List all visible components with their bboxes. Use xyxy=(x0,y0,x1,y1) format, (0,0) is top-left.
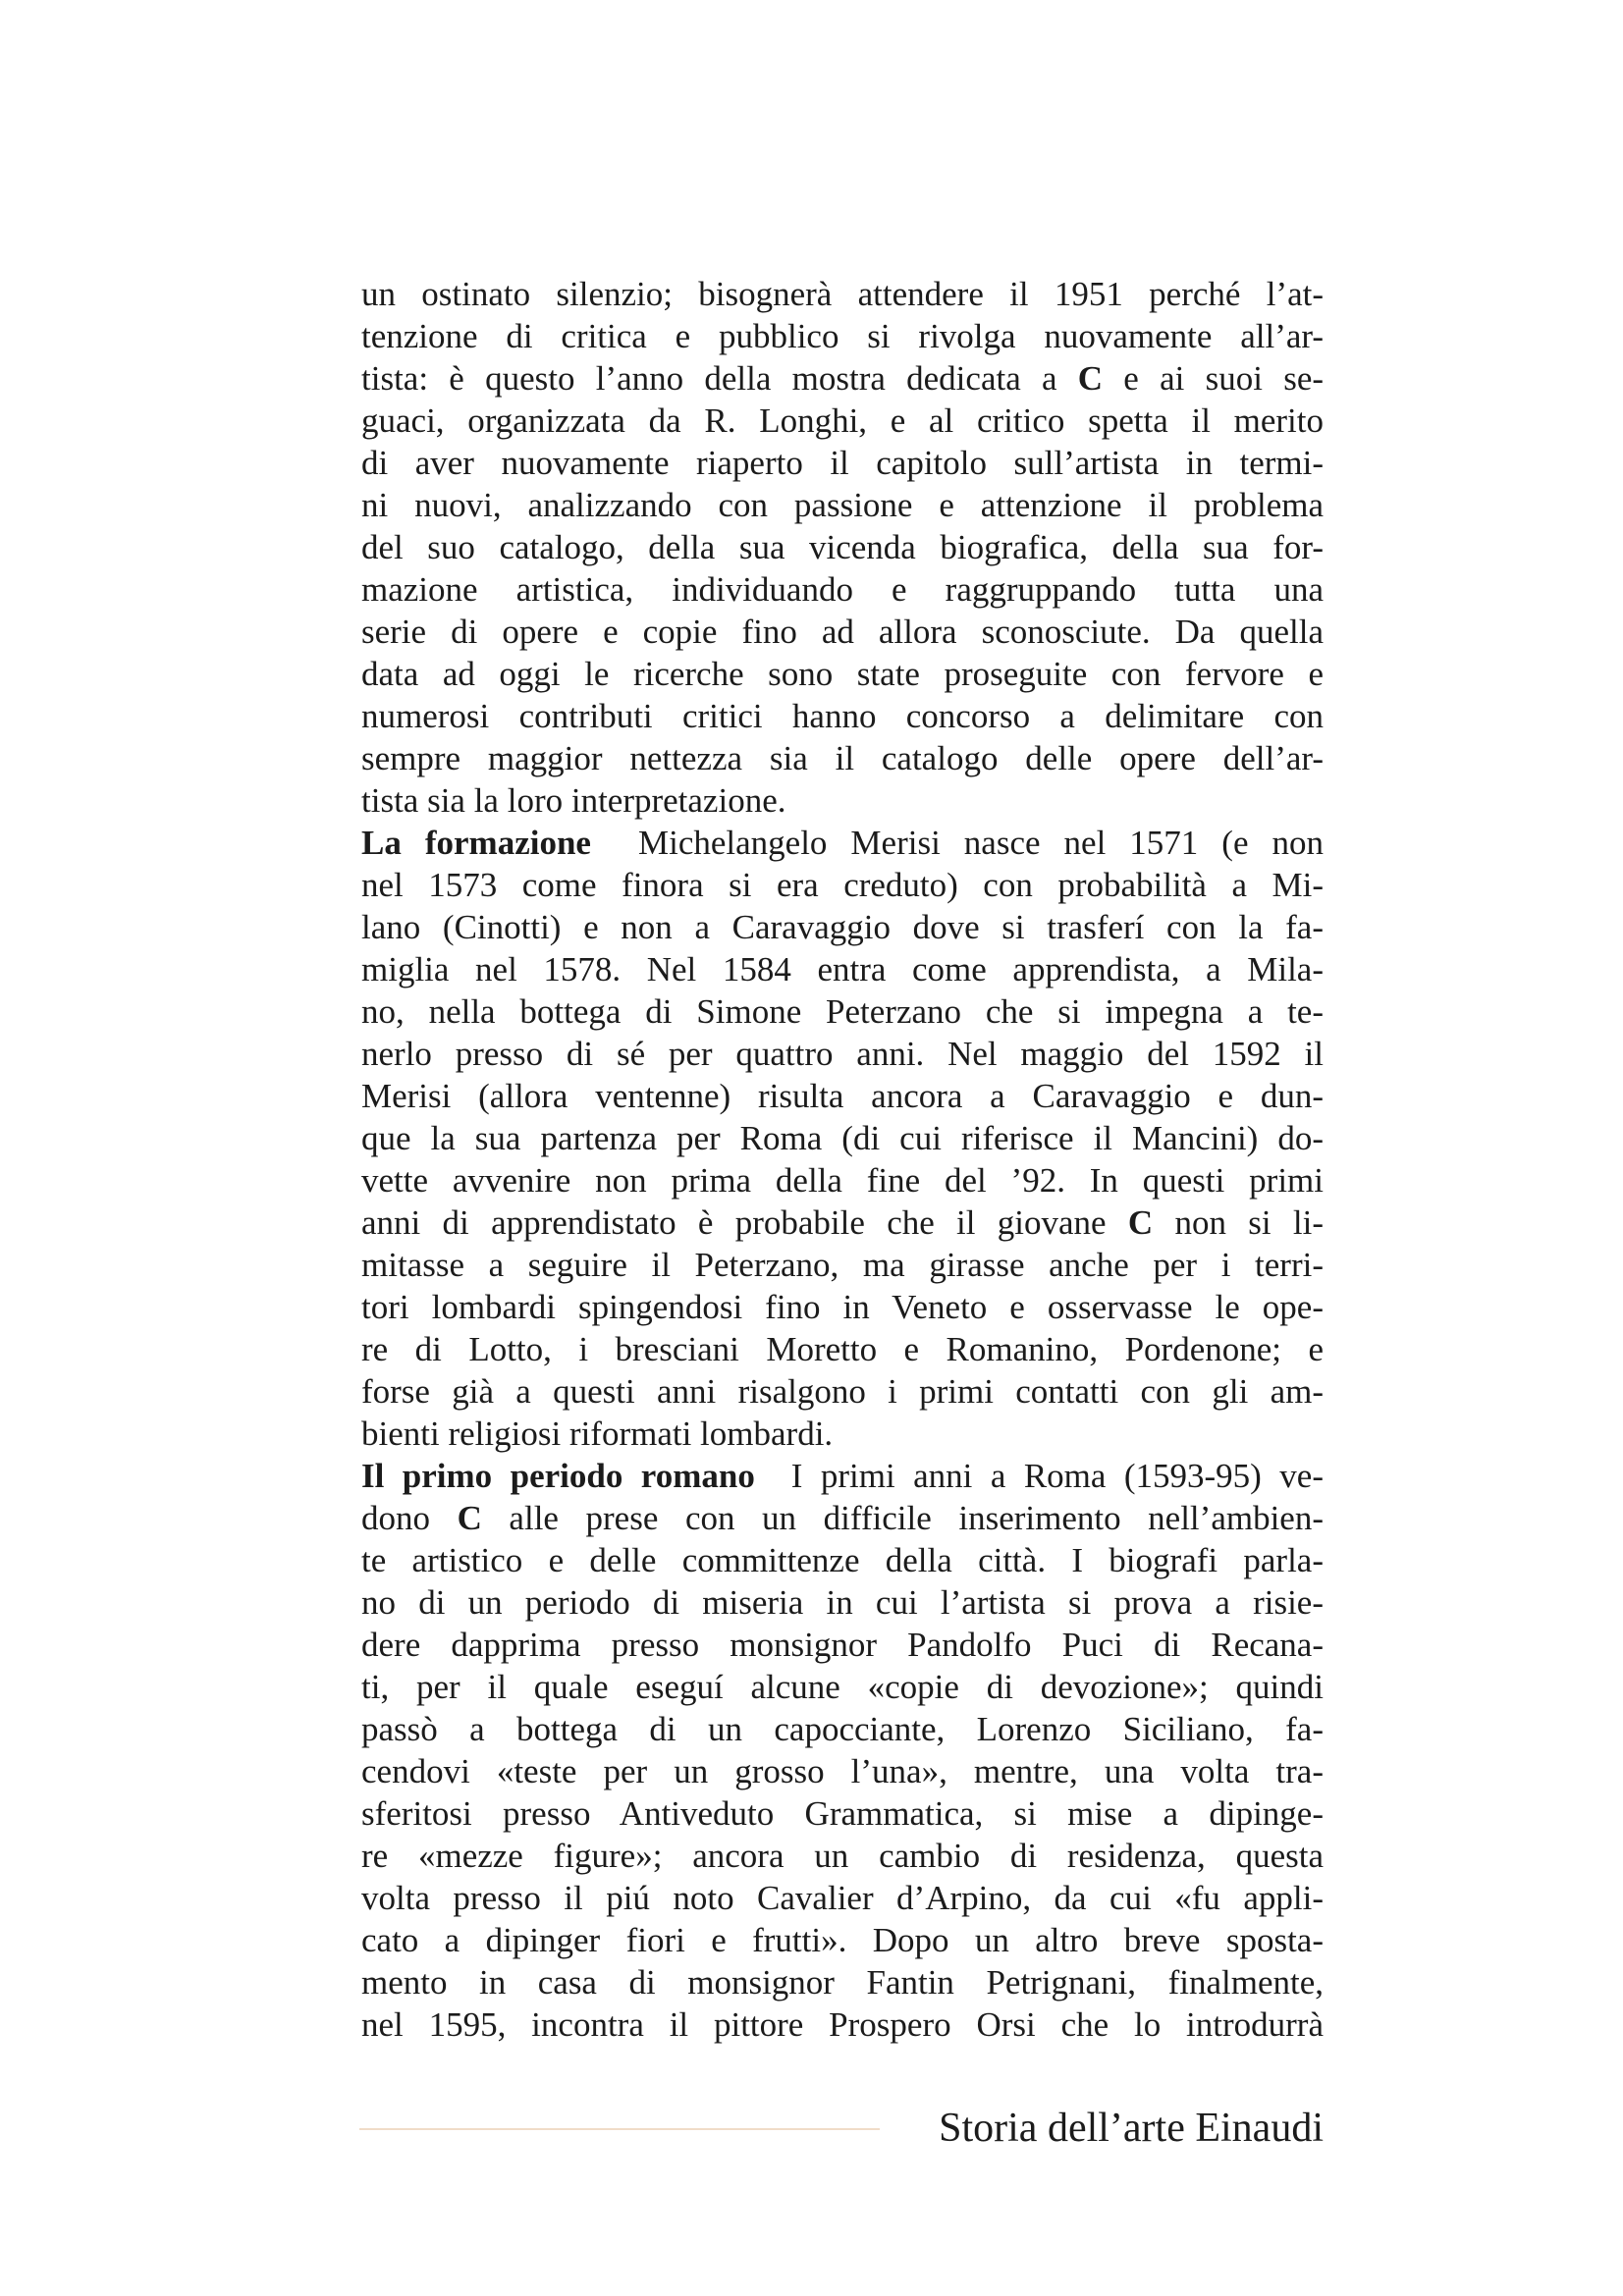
text-line: lano (Cinotti) e non a Caravaggio dove si trasferí con la fa- xyxy=(361,908,1324,946)
text-line: cato a dipinger fiori e frutti». Dopo un altro breve sposta- xyxy=(361,1921,1324,1959)
text-line: dono C alle prese con un difficile inserimento nell’ambien- xyxy=(361,1499,1324,1537)
text-line: vette avvenire non prima della fine del ’92. In questi primi xyxy=(361,1161,1324,1200)
text-line: sferitosi presso Antiveduto Grammatica, si mise a dipinge- xyxy=(361,1794,1324,1833)
text-line: del suo catalogo, della sua vicenda biografica, della sua for- xyxy=(361,528,1324,566)
text-line: re di Lotto, i bresciani Moretto e Romanino, Pordenone; e xyxy=(361,1330,1324,1368)
text-line: anni di apprendistato è probabile che il giovane C non si li- xyxy=(361,1203,1324,1242)
text-line: numerosi contributi critici hanno concorso a delimitare con xyxy=(361,697,1324,735)
bold-term: C xyxy=(1127,1203,1154,1242)
text-line: guaci, organizzata da R. Longhi, e al critico spetta il merito xyxy=(361,401,1324,440)
text-line: forse già a questi anni risalgono i primi contatti con gli am- xyxy=(361,1372,1324,1411)
text-line: dere dapprima presso monsignor Pandolfo Puci di Recana- xyxy=(361,1626,1324,1664)
text-line: Il primo periodo romano I primi anni a Roma (1593-95) ve- xyxy=(361,1457,1324,1495)
text-line: cendovi «teste per un grosso l’una», mentre, una volta tra- xyxy=(361,1752,1324,1790)
text-line: bienti religiosi riformati lombardi. xyxy=(361,1415,834,1453)
text-line: ti, per il quale eseguí alcune «copie di devozione»; quindi xyxy=(361,1668,1324,1706)
text-line: tori lombardi spingendosi fino in Veneto e osservasse le ope- xyxy=(361,1288,1324,1326)
text-line: mitasse a seguire il Peterzano, ma girasse anche per i terri- xyxy=(361,1246,1324,1284)
text-line: mento in casa di monsignor Fantin Petrignani, finalmente, xyxy=(361,1963,1324,2002)
text-line: di aver nuovamente riaperto il capitolo sull’artista in termi- xyxy=(361,444,1324,482)
bold-term: C xyxy=(1077,359,1104,398)
footer-divider xyxy=(359,2128,880,2130)
text-line: tenzione di critica e pubblico si rivolga nuovamente all’ar- xyxy=(361,317,1324,355)
text-line: que la sua partenza per Roma (di cui riferisce il Mancini) do- xyxy=(361,1119,1324,1157)
body-text xyxy=(361,273,1324,2046)
text-line: serie di opere e copie fino ad allora sconosciute. Da quella xyxy=(361,613,1324,651)
text-line: nel 1573 come finora si era creduto) con probabilità a Mi- xyxy=(361,866,1324,904)
text-line: data ad oggi le ricerche sono state proseguite con fervore e xyxy=(361,655,1324,693)
text-line: mazione artistica, individuando e raggruppando tutta una xyxy=(361,570,1324,609)
text-line: re «mezze figure»; ancora un cambio di residenza, questa xyxy=(361,1837,1324,1875)
text-line: Merisi (allora ventenne) risulta ancora a Caravaggio e dun- xyxy=(361,1077,1324,1115)
text-line: nerlo presso di sé per quattro anni. Nel maggio del 1592 il xyxy=(361,1035,1324,1073)
text-line: tista: è questo l’anno della mostra dedicata a C e ai suoi se- xyxy=(361,359,1325,398)
text-line: tista sia la loro interpretazione. xyxy=(361,781,786,820)
bold-term: C xyxy=(457,1499,482,1537)
bold-term: La formazione xyxy=(361,824,591,862)
footer-title: Storia dell’arte Einaudi xyxy=(939,2106,1324,2151)
text-line: volta presso il piú noto Cavalier d’Arpino, da cui «fu appli- xyxy=(361,1879,1324,1917)
text-line: sempre maggior nettezza sia il catalogo delle opere dell’ar- xyxy=(361,739,1324,777)
text-line: La formazione Michelangelo Merisi nasce nel 1571 (e non xyxy=(361,824,1325,862)
text-line: ni nuovi, analizzando con passione e attenzione il problema xyxy=(361,486,1324,524)
text-line: no di un periodo di miseria in cui l’artista si prova a risie- xyxy=(361,1583,1324,1622)
text-line: miglia nel 1578. Nel 1584 entra come apprendista, a Mila- xyxy=(361,950,1324,988)
text-line: passò a bottega di un capocciante, Lorenzo Siciliano, fa- xyxy=(361,1710,1324,1748)
bold-term: Il primo periodo romano xyxy=(361,1457,755,1495)
text-line: nel 1595, incontra il pittore Prospero Orsi che lo introdurrà xyxy=(361,2005,1324,2044)
text-line: un ostinato silenzio; bisognerà attendere il 1951 perché l’at- xyxy=(361,275,1324,313)
text-line: te artistico e delle committenze della città. I biografi parla- xyxy=(361,1541,1324,1579)
text-line: no, nella bottega di Simone Peterzano che si impegna a te- xyxy=(361,992,1324,1031)
